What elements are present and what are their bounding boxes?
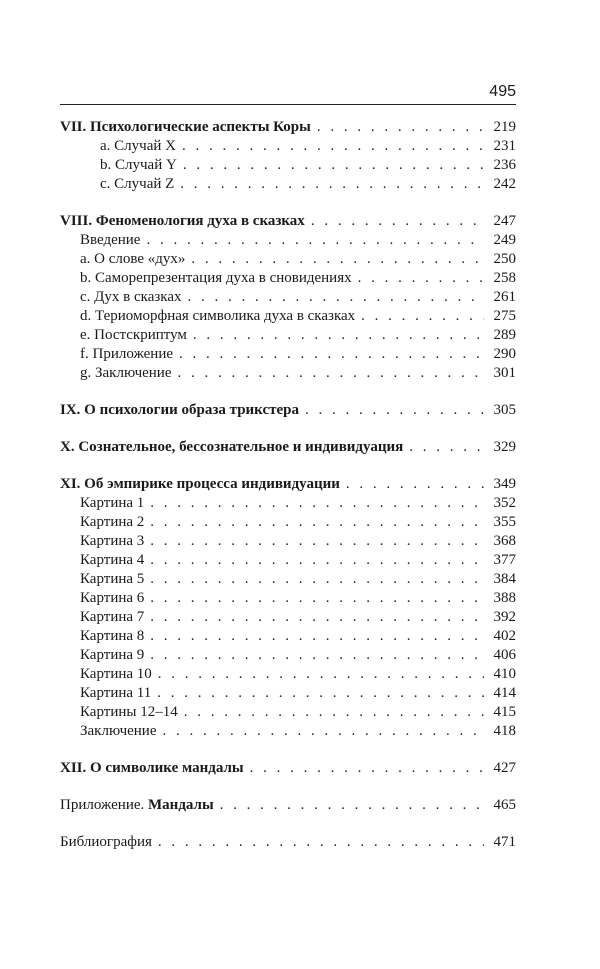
toc-page: 231 <box>493 138 516 154</box>
toc-title: b. Случай Y <box>100 157 177 173</box>
spacer <box>60 194 516 212</box>
toc-page: 305 <box>493 402 516 418</box>
toc-title: Картина 5 <box>80 571 145 587</box>
toc-item <box>60 551 516 570</box>
toc-title: d. Териоморфная символика духа в сказках <box>80 308 356 324</box>
toc-title: Картина 11 <box>80 685 152 701</box>
toc-title: XI. Об эмпирике процесса индивидуации <box>60 476 340 492</box>
toc-page: 415 <box>493 704 516 720</box>
toc-page: 427 <box>493 760 516 776</box>
leader-dots <box>305 401 484 420</box>
leader-dots <box>150 570 484 589</box>
toc-page: 418 <box>493 723 516 739</box>
toc-title: Введение <box>80 232 141 248</box>
appendix-prefix: Приложение. <box>60 797 145 813</box>
leader-dots <box>158 665 484 684</box>
toc-item <box>60 570 516 589</box>
leader-dots <box>158 833 484 852</box>
leader-dots <box>150 494 484 513</box>
toc-title: g. Заключение <box>80 365 172 381</box>
toc-page: 301 <box>493 365 516 381</box>
toc-title: Картина 10 <box>80 666 152 682</box>
leader-dots <box>346 475 484 494</box>
leader-dots <box>163 722 485 741</box>
toc-section-viii <box>60 212 516 231</box>
toc-item <box>60 722 516 741</box>
toc-title: b. Саморепрезентация духа в сновидениях <box>80 270 352 286</box>
header-rule <box>60 104 516 105</box>
leader-dots <box>180 175 484 194</box>
toc-section-x <box>60 438 516 457</box>
toc-title: c. Дух в сказках <box>80 289 182 305</box>
toc-page: 368 <box>493 533 516 549</box>
toc-title: c. Случай Z <box>100 176 175 192</box>
toc-page: 242 <box>493 176 516 192</box>
toc-title: e. Постскриптум <box>80 327 187 343</box>
toc-section-vii <box>60 118 516 137</box>
toc-item <box>60 137 516 156</box>
leader-dots <box>150 532 484 551</box>
toc-title: XII. О символике мандалы <box>60 760 244 776</box>
toc-page: 258 <box>493 270 516 286</box>
toc-title: IX. О психологии образа трикстера <box>60 402 299 418</box>
spacer <box>60 457 516 475</box>
toc-page: 377 <box>493 552 516 568</box>
toc-item <box>60 175 516 194</box>
leader-dots <box>150 513 484 532</box>
spacer <box>60 778 516 796</box>
toc-page: 329 <box>493 439 516 455</box>
toc-title <box>60 796 214 815</box>
toc-item <box>60 665 516 684</box>
toc-title: Картина 9 <box>80 647 145 663</box>
spacer <box>60 383 516 401</box>
leader-dots <box>178 364 485 383</box>
leader-dots <box>311 212 484 231</box>
toc-item <box>60 307 516 326</box>
table-of-contents <box>60 118 516 852</box>
leader-dots <box>182 137 484 156</box>
toc-title: Картина 4 <box>80 552 145 568</box>
toc-title: a. Случай X <box>100 138 176 154</box>
toc-item <box>60 326 516 345</box>
toc-page: 355 <box>493 514 516 530</box>
toc-item <box>60 513 516 532</box>
toc-item <box>60 532 516 551</box>
leader-dots <box>409 438 484 457</box>
leader-dots <box>191 250 484 269</box>
toc-item <box>60 231 516 250</box>
toc-item <box>60 345 516 364</box>
leader-dots <box>183 156 484 175</box>
leader-dots <box>317 118 484 137</box>
toc-item <box>60 494 516 513</box>
leader-dots <box>179 345 484 364</box>
toc-item <box>60 608 516 627</box>
toc-item <box>60 589 516 608</box>
appendix-title: Мандалы <box>148 797 214 813</box>
toc-page: 261 <box>493 289 516 305</box>
leader-dots <box>361 307 484 326</box>
leader-dots <box>150 589 484 608</box>
toc-title: Картина 8 <box>80 628 145 644</box>
toc-title: Картина 3 <box>80 533 145 549</box>
toc-page: 290 <box>493 346 516 362</box>
toc-page: 388 <box>493 590 516 606</box>
toc-title: Картина 6 <box>80 590 145 606</box>
toc-page: 349 <box>493 476 516 492</box>
toc-title: a. О слове «дух» <box>80 251 186 267</box>
toc-title: Картина 2 <box>80 514 145 530</box>
toc-page: 236 <box>493 157 516 173</box>
leader-dots <box>157 684 484 703</box>
toc-page: 392 <box>493 609 516 625</box>
leader-dots <box>184 703 484 722</box>
toc-page: 275 <box>493 308 516 324</box>
leader-dots <box>150 551 484 570</box>
toc-page: 471 <box>493 834 516 850</box>
toc-item <box>60 684 516 703</box>
toc-appendix <box>60 796 516 815</box>
toc-page: 247 <box>493 213 516 229</box>
toc-page: 250 <box>493 251 516 267</box>
leader-dots <box>358 269 484 288</box>
toc-page: 219 <box>493 119 516 135</box>
toc-item <box>60 703 516 722</box>
toc-section-xi <box>60 475 516 494</box>
toc-item <box>60 288 516 307</box>
leader-dots <box>150 608 484 627</box>
toc-page: 402 <box>493 628 516 644</box>
toc-page: 384 <box>493 571 516 587</box>
spacer <box>60 815 516 833</box>
toc-title: VII. Психологические аспекты Коры <box>60 119 311 135</box>
toc-title: Заключение <box>80 723 157 739</box>
toc-item <box>60 156 516 175</box>
toc-page: 414 <box>493 685 516 701</box>
leader-dots <box>146 231 484 250</box>
toc-item <box>60 364 516 383</box>
toc-page: 410 <box>493 666 516 682</box>
toc-page: 289 <box>493 327 516 343</box>
leader-dots <box>250 759 484 778</box>
toc-title: Картины 12–14 <box>80 704 178 720</box>
spacer <box>60 420 516 438</box>
toc-page: 352 <box>493 495 516 511</box>
toc-item <box>60 250 516 269</box>
toc-page: 406 <box>493 647 516 663</box>
toc-title: Картина 1 <box>80 495 145 511</box>
spacer <box>60 741 516 759</box>
toc-page: 249 <box>493 232 516 248</box>
leader-dots <box>193 326 484 345</box>
toc-title: VIII. Феноменология духа в сказках <box>60 213 305 229</box>
toc-title: Библиография <box>60 834 152 850</box>
leader-dots <box>150 646 484 665</box>
toc-page: 465 <box>493 797 516 813</box>
toc-bibliography <box>60 833 516 852</box>
toc-section-xii <box>60 759 516 778</box>
toc-item <box>60 646 516 665</box>
toc-item <box>60 627 516 646</box>
toc-section-ix <box>60 401 516 420</box>
toc-item <box>60 269 516 288</box>
leader-dots <box>220 796 484 815</box>
page-number: 495 <box>489 83 516 100</box>
toc-title: X. Сознательное, бессознательное и индивидуация <box>60 439 404 455</box>
leader-dots <box>188 288 485 307</box>
toc-title: Картина 7 <box>80 609 145 625</box>
toc-title: f. Приложение <box>80 346 174 362</box>
leader-dots <box>150 627 484 646</box>
